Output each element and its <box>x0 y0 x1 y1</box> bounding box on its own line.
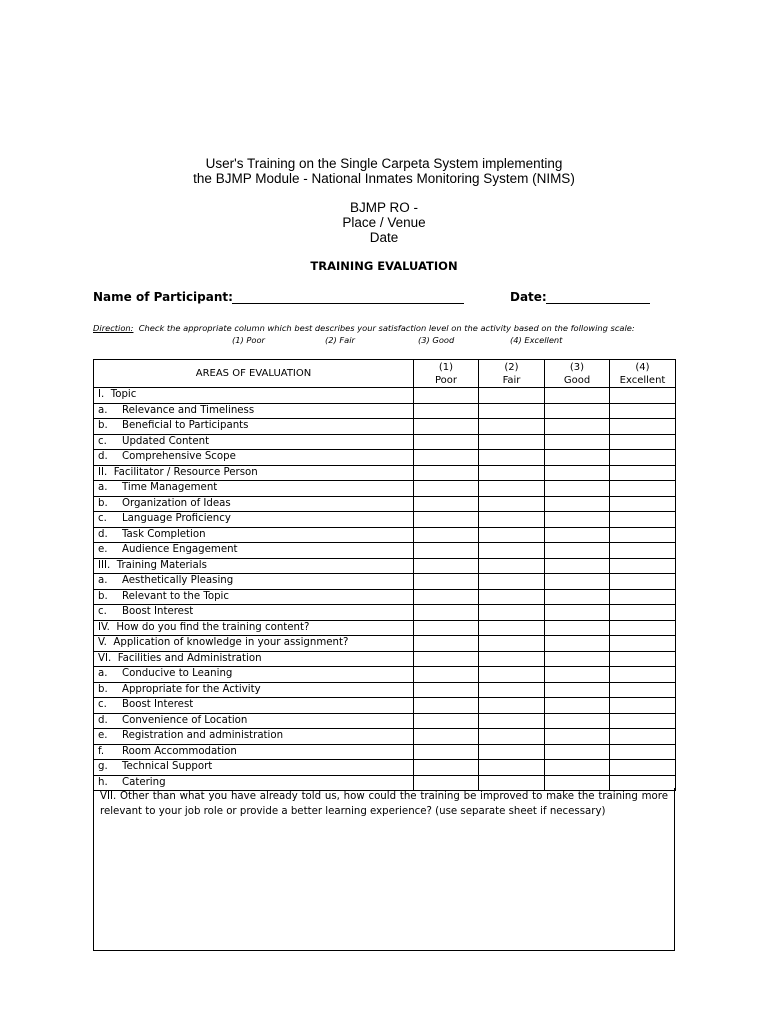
row-number: II. <box>98 466 108 478</box>
rating-cell-poor[interactable] <box>414 543 479 559</box>
row-text: Conducive to Leaning <box>122 668 233 680</box>
rating-cell-fair[interactable] <box>479 682 545 698</box>
rating-cell-poor[interactable] <box>414 729 479 745</box>
item-label <box>94 729 414 745</box>
header-line-1: User's Training on the Single Carpeta System implementing <box>205 156 563 171</box>
row-text: Relevant to the Topic <box>122 590 229 602</box>
row-text: Facilitator / Resource Person <box>113 466 258 478</box>
row-text: Facilities and Administration <box>117 652 262 664</box>
rating-cell-poor[interactable] <box>414 481 479 497</box>
rating-cell-poor[interactable] <box>414 450 479 466</box>
rating-cell-fair[interactable] <box>479 605 545 621</box>
row-number: e. <box>98 544 108 556</box>
rating-cell-good[interactable] <box>545 512 610 528</box>
rating-cell-good[interactable] <box>545 450 610 466</box>
scale-good: (3) Good <box>418 335 455 345</box>
row-number: V. <box>98 637 107 649</box>
rating-cell-excellent[interactable] <box>610 682 676 698</box>
item-label <box>94 744 414 760</box>
rating-cell-poor[interactable] <box>414 698 479 714</box>
section-label <box>94 620 414 636</box>
rating-cell-excellent[interactable] <box>610 589 676 605</box>
participant-name-line[interactable] <box>232 303 464 304</box>
table-row <box>94 419 676 435</box>
table-row <box>94 450 676 466</box>
row-text: Relevance and Timeliness <box>122 404 255 416</box>
table-row <box>94 698 676 714</box>
item-label <box>94 760 414 776</box>
rating-cell-poor[interactable] <box>414 667 479 683</box>
table-header-row <box>94 360 676 388</box>
rating-cell-fair[interactable] <box>479 698 545 714</box>
rating-cell-good[interactable] <box>545 574 610 590</box>
item-label <box>94 496 414 512</box>
rating-cell-excellent[interactable] <box>610 574 676 590</box>
item-label <box>94 682 414 698</box>
row-number: c. <box>98 435 107 447</box>
row-number: c. <box>98 606 107 618</box>
rating-cell-poor[interactable] <box>414 620 479 636</box>
rating-cell-poor[interactable] <box>414 388 479 404</box>
rating-cell-fair[interactable] <box>479 620 545 636</box>
row-number: g. <box>98 761 108 773</box>
rating-cell-poor[interactable] <box>414 527 479 543</box>
rating-cell-good[interactable] <box>545 744 610 760</box>
rating-cell-fair[interactable] <box>479 481 545 497</box>
rating-cell-poor[interactable] <box>414 744 479 760</box>
rating-cell-fair[interactable] <box>479 760 545 776</box>
direction-instructions: Check the appropriate column which best describes your satisfaction level on the activity based on the following scale: <box>138 323 635 333</box>
rating-cell-poor[interactable] <box>414 496 479 512</box>
rating-cell-poor[interactable] <box>414 465 479 481</box>
item-label <box>94 605 414 621</box>
table-row <box>94 589 676 605</box>
rating-cell-good[interactable] <box>545 434 610 450</box>
direction-label: Direction: <box>93 323 134 333</box>
row-number: a. <box>98 668 108 680</box>
rating-cell-fair[interactable] <box>479 744 545 760</box>
rating-cell-fair[interactable] <box>479 713 545 729</box>
rating-cell-poor[interactable] <box>414 403 479 419</box>
row-number: c. <box>98 699 107 711</box>
rating-cell-good[interactable] <box>545 760 610 776</box>
date-line[interactable] <box>546 303 650 304</box>
rating-cell-fair[interactable] <box>479 496 545 512</box>
scale-excellent: (4) Excellent <box>510 335 563 345</box>
item-label <box>94 450 414 466</box>
rating-cell-excellent[interactable] <box>610 434 676 450</box>
table-row <box>94 434 676 450</box>
item-label <box>94 589 414 605</box>
rating-cell-fair[interactable] <box>479 651 545 667</box>
rating-cell-good[interactable] <box>545 605 610 621</box>
row-text: Registration and administration <box>122 730 284 742</box>
rating-cell-poor[interactable] <box>414 636 479 652</box>
rating-cell-excellent[interactable] <box>610 636 676 652</box>
row-number: f. <box>98 745 105 757</box>
column-header-poor: (1) Poor <box>414 360 479 388</box>
row-number: IV. <box>98 621 110 633</box>
rating-cell-poor[interactable] <box>414 605 479 621</box>
document-header <box>0 156 768 245</box>
row-text: Organization of Ideas <box>122 497 231 509</box>
section-label <box>94 651 414 667</box>
rating-cell-poor[interactable] <box>414 713 479 729</box>
rating-cell-excellent[interactable] <box>610 667 676 683</box>
rating-cell-excellent[interactable] <box>610 496 676 512</box>
table-row <box>94 605 676 621</box>
item-label <box>94 574 414 590</box>
row-text: Topic <box>110 389 137 401</box>
row-text: Room Accommodation <box>122 745 237 757</box>
row-text: Language Proficiency <box>122 513 231 525</box>
table-row <box>94 403 676 419</box>
item-label <box>94 698 414 714</box>
open-question-text: VII. Other than what you have already told us, how could the training be improved to make the training more relevant to your job role or provide a better learning experience? (use separate sheet if necessary) <box>100 791 668 817</box>
rating-cell-excellent[interactable] <box>610 744 676 760</box>
rating-cell-good[interactable] <box>545 481 610 497</box>
row-number: c. <box>98 513 107 525</box>
item-label <box>94 713 414 729</box>
item-label <box>94 543 414 559</box>
rating-cell-fair[interactable] <box>479 667 545 683</box>
table-row <box>94 667 676 683</box>
rating-cell-fair[interactable] <box>479 434 545 450</box>
rating-cell-fair[interactable] <box>479 558 545 574</box>
rating-cell-poor[interactable] <box>414 651 479 667</box>
item-label <box>94 481 414 497</box>
column-header-excellent: (4) Excellent <box>610 360 676 388</box>
row-text: Catering <box>122 776 166 788</box>
rating-cell-good[interactable] <box>545 729 610 745</box>
header-line-2: the BJMP Module - National Inmates Monitoring System (NIMS) <box>193 171 575 186</box>
rating-cell-fair[interactable] <box>479 574 545 590</box>
rating-cell-excellent[interactable] <box>610 760 676 776</box>
rating-cell-good[interactable] <box>545 496 610 512</box>
rating-cell-poor[interactable] <box>414 558 479 574</box>
rating-cell-good[interactable] <box>545 388 610 404</box>
row-text: Audience Engagement <box>122 544 238 556</box>
rating-cell-excellent[interactable] <box>610 713 676 729</box>
table-row <box>94 527 676 543</box>
row-text: Beneficial to Participants <box>122 420 249 432</box>
rating-cell-excellent[interactable] <box>610 388 676 404</box>
section-label <box>94 636 414 652</box>
rating-cell-fair[interactable] <box>479 403 545 419</box>
date-label: Date: <box>510 290 547 304</box>
direction-text <box>93 323 693 333</box>
areas-header: AREAS OF EVALUATION <box>94 360 414 388</box>
item-label <box>94 419 414 435</box>
rating-cell-excellent[interactable] <box>610 481 676 497</box>
rating-cell-good[interactable] <box>545 543 610 559</box>
table-row <box>94 543 676 559</box>
rating-cell-poor[interactable] <box>414 682 479 698</box>
rating-cell-fair[interactable] <box>479 388 545 404</box>
row-text: Task Completion <box>122 528 206 540</box>
row-number: e. <box>98 730 108 742</box>
rating-cell-poor[interactable] <box>414 574 479 590</box>
row-number: b. <box>98 683 108 695</box>
rating-cell-good[interactable] <box>545 403 610 419</box>
item-label <box>94 434 414 450</box>
section-label <box>94 388 414 404</box>
rating-cell-fair[interactable] <box>479 465 545 481</box>
row-number: d. <box>98 714 108 726</box>
rating-cell-good[interactable] <box>545 667 610 683</box>
item-label <box>94 512 414 528</box>
row-number: h. <box>98 776 108 788</box>
rating-cell-excellent[interactable] <box>610 403 676 419</box>
table-row <box>94 620 676 636</box>
row-number: III. <box>98 559 111 571</box>
table-row <box>94 729 676 745</box>
rating-cell-fair[interactable] <box>479 729 545 745</box>
row-number: a. <box>98 404 108 416</box>
header-line-5: Date <box>369 230 399 245</box>
open-question-box[interactable] <box>93 788 675 951</box>
item-label <box>94 527 414 543</box>
row-text: Aesthetically Pleasing <box>122 575 234 587</box>
row-text: Time Management <box>122 482 218 494</box>
row-text: Technical Support <box>122 761 213 773</box>
table-row <box>94 682 676 698</box>
rating-cell-good[interactable] <box>545 713 610 729</box>
rating-cell-excellent[interactable] <box>610 698 676 714</box>
row-number: d. <box>98 451 108 463</box>
table-row <box>94 713 676 729</box>
row-text: Boost Interest <box>122 699 194 711</box>
column-header-fair: (2) Fair <box>479 360 545 388</box>
rating-cell-good[interactable] <box>545 620 610 636</box>
table-row <box>94 651 676 667</box>
row-number: b. <box>98 497 108 509</box>
rating-cell-poor[interactable] <box>414 512 479 528</box>
rating-cell-good[interactable] <box>545 682 610 698</box>
rating-cell-fair[interactable] <box>479 512 545 528</box>
rating-cell-good[interactable] <box>545 419 610 435</box>
row-text: Boost Interest <box>122 606 194 618</box>
rating-cell-excellent[interactable] <box>610 512 676 528</box>
scale-fair: (2) Fair <box>325 335 355 345</box>
row-text: Application of knowledge in your assignment? <box>113 637 349 649</box>
rating-cell-excellent[interactable] <box>610 558 676 574</box>
table-row <box>94 388 676 404</box>
row-text: Comprehensive Scope <box>122 451 236 463</box>
row-text: Updated Content <box>122 435 210 447</box>
row-text: Training Materials <box>116 559 207 571</box>
rating-cell-excellent[interactable] <box>610 620 676 636</box>
rating-cell-excellent[interactable] <box>610 450 676 466</box>
row-number: b. <box>98 420 108 432</box>
row-text: How do you find the training content? <box>116 621 310 633</box>
rating-cell-fair[interactable] <box>479 589 545 605</box>
rating-cell-excellent[interactable] <box>610 605 676 621</box>
table-row <box>94 481 676 497</box>
rating-cell-fair[interactable] <box>479 450 545 466</box>
row-number: a. <box>98 575 108 587</box>
rating-cell-good[interactable] <box>545 651 610 667</box>
scale-poor: (1) Poor <box>232 335 265 345</box>
rating-cell-excellent[interactable] <box>610 527 676 543</box>
row-number: b. <box>98 590 108 602</box>
table-row <box>94 465 676 481</box>
table-row <box>94 744 676 760</box>
table-row <box>94 636 676 652</box>
rating-cell-good[interactable] <box>545 527 610 543</box>
rating-cell-excellent[interactable] <box>610 729 676 745</box>
rating-cell-fair[interactable] <box>479 543 545 559</box>
table-row <box>94 760 676 776</box>
row-number: a. <box>98 482 108 494</box>
table-row <box>94 496 676 512</box>
item-label <box>94 667 414 683</box>
rating-cell-fair[interactable] <box>479 636 545 652</box>
row-number: d. <box>98 528 108 540</box>
evaluation-table <box>93 359 676 791</box>
section-label <box>94 558 414 574</box>
rating-cell-poor[interactable] <box>414 419 479 435</box>
section-label <box>94 465 414 481</box>
rating-cell-poor[interactable] <box>414 434 479 450</box>
rating-cell-good[interactable] <box>545 636 610 652</box>
rating-cell-poor[interactable] <box>414 589 479 605</box>
row-text: Convenience of Location <box>122 714 248 726</box>
rating-cell-good[interactable] <box>545 465 610 481</box>
rating-cell-fair[interactable] <box>479 419 545 435</box>
rating-cell-excellent[interactable] <box>610 543 676 559</box>
header-line-3: BJMP RO - <box>349 200 418 215</box>
column-header-good: (3) Good <box>545 360 610 388</box>
rating-cell-excellent[interactable] <box>610 419 676 435</box>
rating-cell-good[interactable] <box>545 558 610 574</box>
rating-cell-excellent[interactable] <box>610 651 676 667</box>
rating-cell-good[interactable] <box>545 589 610 605</box>
rating-cell-good[interactable] <box>545 698 610 714</box>
row-number: VI. <box>98 652 112 664</box>
rating-cell-poor[interactable] <box>414 760 479 776</box>
header-line-4: Place / Venue <box>342 215 426 230</box>
rating-cell-fair[interactable] <box>479 527 545 543</box>
table-row <box>94 574 676 590</box>
row-text: Appropriate for the Activity <box>122 683 261 695</box>
document-title: TRAINING EVALUATION <box>310 259 458 273</box>
item-label <box>94 403 414 419</box>
table-row <box>94 558 676 574</box>
row-number: I. <box>98 389 105 401</box>
table-row <box>94 512 676 528</box>
participant-label: Name of Participant: <box>93 290 233 304</box>
rating-cell-excellent[interactable] <box>610 465 676 481</box>
